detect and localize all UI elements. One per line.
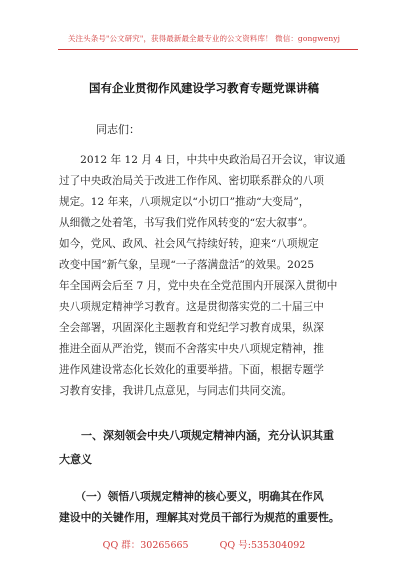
body-line: 改变中国”新气象，呈现“一子落满盘活”的效果。2025: [59, 259, 315, 271]
body-line: 规定。12 年来，八项规定以“小切口”推动“大变局”，: [59, 196, 310, 208]
heading-line: 一、深刻领会中央八项规定精神内涵，充分认识其重: [59, 429, 334, 442]
header-note: 关注头条号"公文研究"，获得最新最全最专业的公文资料库！ 微信：gongwenyj: [67, 34, 341, 43]
heading-line: （一）领悟八项规定精神的核心要义，明确其在作风: [59, 490, 324, 503]
body-line: 年全国两会后至 7 月，党中央在全党范围内开展深入贯彻中: [59, 280, 338, 292]
body-line: 习教育安排，我讲几点意见，与同志们共同交流。: [59, 385, 293, 397]
body-line: 进作风建设常态化长效化的重要举措。下面，根据专题学: [59, 364, 324, 376]
body-paragraph: [59, 150, 359, 402]
body-line: 过了中央政治局关于改进工作作风、密切联系群众的八项: [59, 175, 324, 187]
body-line: 全会部署，巩固深化主题教育和党纪学习教育成果，纵深: [59, 322, 324, 334]
section-heading-1: [59, 424, 359, 472]
qq-number-text: QQ 号:535304092: [219, 540, 306, 551]
qq-group-text: QQ 群：30265665: [102, 540, 189, 551]
heading-line: 建设中的关键作用，理解其对党员干部行为规范的重要性。: [59, 511, 340, 524]
body-line: 从细微之处着笔，书写我们党作风转变的“宏大叙事”。: [59, 217, 314, 229]
heading-line: 大意义: [59, 453, 92, 466]
greeting: 同志们：: [96, 123, 140, 136]
footer-contact: [0, 537, 408, 551]
body-line: 如今，党风、政风、社会风气持续好转，迎来“八项规定: [59, 238, 319, 250]
body-line: 推进全面从严治党，锲而不舍落实中央八项规定精神，推: [59, 343, 324, 355]
body-line: 2012 年 12 月 4 日，中共中央政治局召开会议，审议通: [59, 154, 346, 166]
document-title: 国有企业贯彻作风建设学习教育专题党课讲稿: [89, 81, 319, 95]
header-divider: [58, 49, 358, 50]
subsection-heading-1: [59, 486, 359, 528]
body-line: 央八项规定精神学习教育。这是贯彻落实党的二十届三中: [59, 301, 324, 313]
